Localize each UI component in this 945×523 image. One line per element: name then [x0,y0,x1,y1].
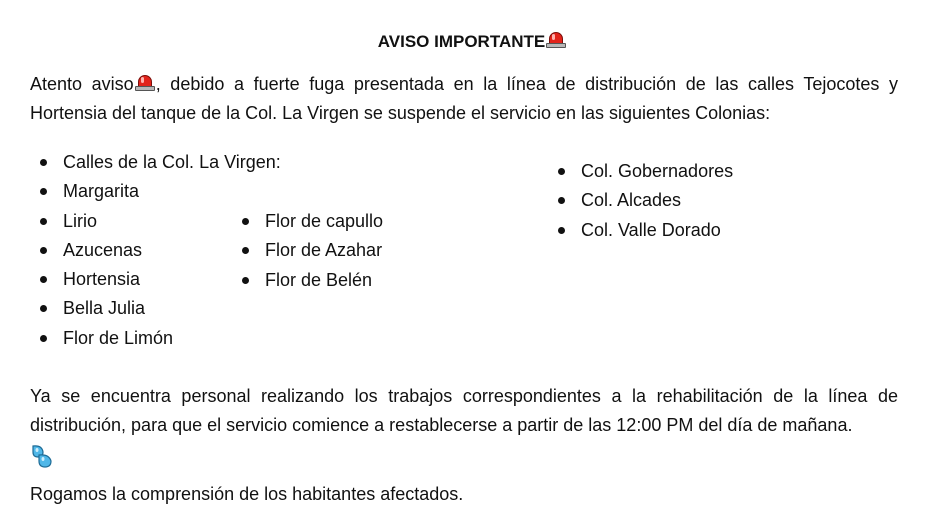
bullet-icon [40,335,47,342]
list-item: Calles de la Col. La Virgen: [30,148,281,177]
bullet-icon [40,159,47,166]
police-car-light-icon [135,75,155,91]
list-item: Flor de Belén [232,266,383,295]
notice-title [0,31,945,53]
closing-text: Rogamos la comprensión de los habitantes afectados. [30,484,464,504]
list-item: Col. Gobernadores [548,157,733,186]
bullet-icon [40,247,47,254]
intro-paragraph [30,70,898,128]
intro-rest-text: , debido a fuerte fuga presentada en la línea de distribución de las calles Tejocotes y Hortensia del tanque de la Col. La Virgen se suspende el servicio en las siguientes Colonias: [30,74,898,123]
list-item: Flor de Azahar [232,236,383,265]
bullet-icon [40,276,47,283]
notice-title-text: AVISO IMPORTANTE [377,32,546,51]
bullet-icon [558,197,565,204]
bullet-icon [558,227,565,234]
intro-start-text: Atento aviso [30,74,134,94]
affected-colonies-list [548,157,733,245]
list-item: Lirio [30,207,281,236]
affected-streets-list-2 [232,207,383,295]
closing-paragraph [30,480,898,509]
police-car-light-icon [546,32,566,48]
list-item: Col. Valle Dorado [548,216,733,245]
bullet-icon [40,305,47,312]
bullet-icon [242,218,249,225]
list-item: Hortensia [30,265,281,294]
status-text: Ya se encuentra personal realizando los trabajos correspondientes a la rehabilitación de la línea de distribución, para que el servicio comience a restablecerse a partir de las 12:00 PM del día de mañana. [30,386,898,435]
list-item: Col. Alcades [548,186,733,215]
bullet-icon [40,188,47,195]
list-item: Margarita [30,177,281,206]
bullet-icon [242,247,249,254]
sweat-droplets-icon [30,443,56,469]
bullet-icon [40,218,47,225]
list-item: Azucenas [30,236,281,265]
list-item: Flor de Limón [30,324,281,353]
list-item: Flor de capullo [232,207,383,236]
list-item: Bella Julia [30,294,281,323]
status-paragraph [30,382,898,440]
bullet-icon [242,277,249,284]
bullet-icon [558,168,565,175]
